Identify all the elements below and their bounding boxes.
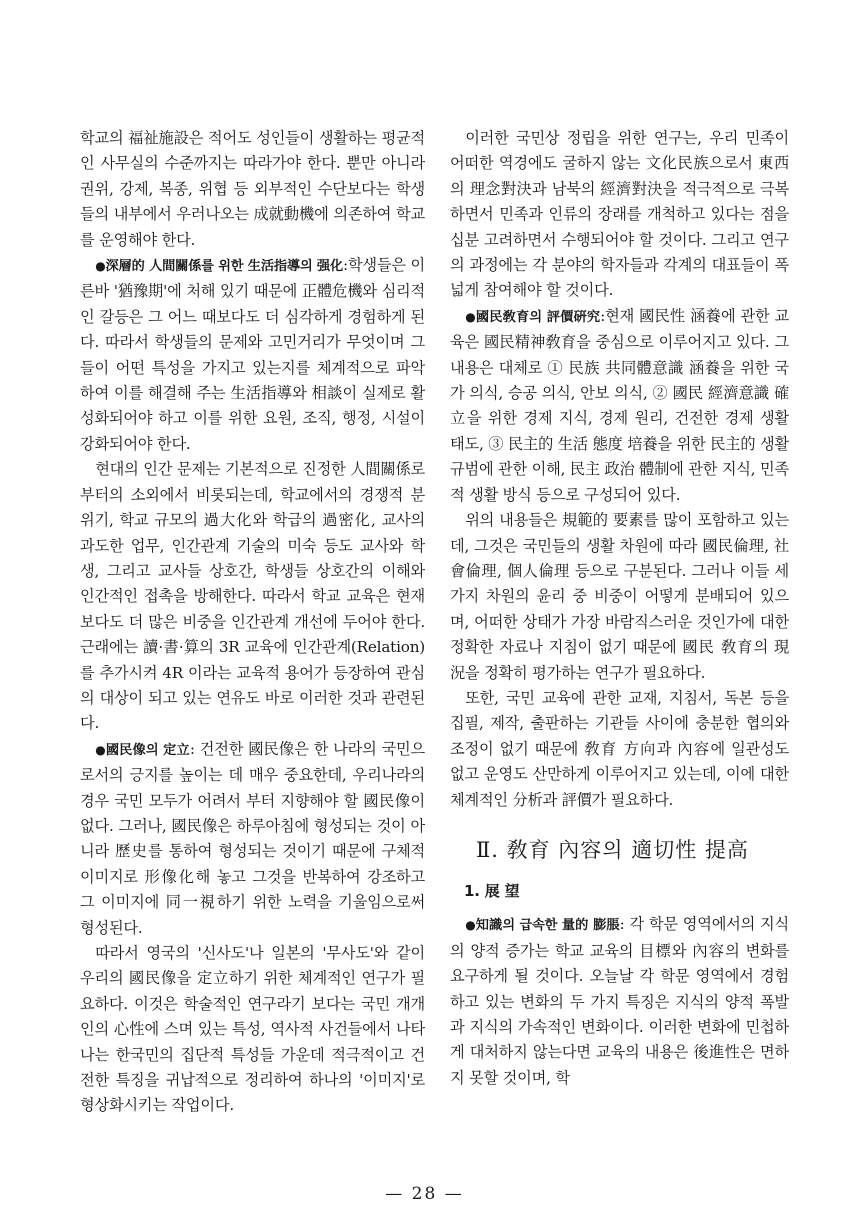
paragraph-body: :현재 國民性 涵養에 관한 교육은 國民精神敎育을 중심으로 이루어지고 있다. 그 내용은 대체로 ① 民族 共同體意識 涵養을 위한 국가 의식, 승공 의식, 안보 의식, ② 國民 經濟意識 確立을 위한 경제 지식, 경제 원리, 건전한 경제 생활 태도, ③ 民主的 生活 態度 培養을 위한 民主的 생활 규범에 관한 이해, 民主 政治 體制에 관한 지식, 민족적 생활 방식 등으로 구성되어 있다. bbox=[450, 306, 789, 504]
paragraph: 이러한 국민상 정립을 위한 연구는, 우리 민족이 어떠한 역경에도 굴하지 않는 文化民族으로서 東西의 理念對決과 남북의 經濟對決을 적극적으로 극복하면서 민족과 인류의 장래를 개척하고 있다는 점을 십분 고려하면서 수행되어야 할 것이다. 그리고 연구의 과정에는 각 분야의 학자들과 각계의 대표들이 폭넓게 참여해야 할 것이다. bbox=[450, 129, 789, 300]
paragraph: 따라서 영국의 '신사도'나 일본의 '무사도'와 같이 우리의 國民像을 定立하기 위한 체계적인 연구가 필요하다. 이것은 학술적인 연구라기 보다는 국민 개개인의 心性에 스며 있는 특성, 역사적 사건들에서 나타나는 한국민의 집단적 특성들 가운데 적극적이고 건전한 특징을 귀납적으로 정리하여 하나의 '이미지'로 형상화시키는 작업이다. bbox=[80, 944, 425, 1115]
paragraph: 학교의 福祉施設은 적어도 성인들이 생활하는 평균적인 사무실의 수준까지는 따라가야 한다. 뿐만 아니라 권위, 강제, 복종, 위협 등 외부적인 수단보다는 학생들의 내부에서 우러나오는 成就動機에 의존하여 학교를 운영해야 한다. bbox=[80, 129, 425, 249]
paragraph: 위의 내용들은 規範的 要素를 많이 포함하고 있는데, 그것은 국민들의 생활 차원에 따라 國民倫理, 社會倫理, 個人倫理 등으로 구분된다. 그러나 이들 세 가지 차원의 윤리 중 비중이 어떻게 분배되어 있으며, 어떠한 상태가 가장 바람직스러운 것인가에 대한 정확한 자료나 지침이 없기 때문에 國民 敎育의 現況을 정확히 평가하는 연구가 필요하다. bbox=[450, 511, 789, 682]
page-number: — 28 — bbox=[385, 1184, 464, 1204]
paragraph-national-image bbox=[80, 737, 425, 941]
paragraph-body: : 건전한 國民像은 한 나라의 국민으로서의 긍지를 높이는 데 매우 중요한데, 우리나라의 경우 국민 모두가 어려서 부터 지향해야 할 國民像이 없다. 그러나, 國民像은 하루아침에 형성되는 것이 아니라 歷史를 통하여 형성되는 것이기 때문에 구체적 이미지로 形像化해 놓고 그것을 반복하여 강조하고 그 이미지에 同一視하기 위한 노력을 기울임으로써 형성된다. bbox=[80, 739, 425, 937]
bullet-icon: ● bbox=[465, 309, 476, 324]
paragraph-heading: 國民敎育의 評價硏究 bbox=[475, 309, 601, 325]
paragraph-education-evaluation bbox=[450, 304, 789, 508]
paragraph-heading: 深層的 人間關係를 위한 生活指導의 强化 bbox=[105, 259, 344, 275]
section-title: Ⅱ. 敎育 內容의 適切性 提高 bbox=[476, 837, 749, 862]
paragraph-body: : 각 학문 영역에서의 지식의 양적 증가는 학교 교육의 目標와 內容의 변화를 요구하게 될 것이다. 오늘날 각 학문 영역에서 경험하고 있는 변화의 두 가지 특징은 지식의 양적 폭발과 지식의 가속적인 변화이다. 이러한 변화에 민첩하게 대처하지 않는다면 교육의 내용은 後進性은 면하지 못할 것이며, 학 bbox=[450, 915, 789, 1087]
paragraph: 또한, 국민 교육에 관한 교재, 지침서, 독본 등을 집필, 제작, 출판하는 기관들 사이에 충분한 협의와 조정이 없기 때문에 敎育 方向과 內容에 일관성도 없고 운영도 산만하게 이루어지고 있는데, 이에 대한 체계적인 分析과 評價가 필요하다. bbox=[450, 688, 789, 809]
subsection-title: 1. 展 望 bbox=[464, 881, 520, 900]
bullet-icon: ● bbox=[95, 259, 106, 274]
paragraph-body: :학생들은 이른바 '猶豫期'에 처해 있기 때문에 正體危機와 심리적인 갈등은 그 어느 때보다도 더 심각하게 경험하게 된다. 따라서 학생들의 문제와 고민거리가 무엇이며 그들이 어떤 특성을 가지고 있는지를 체계적으로 파악하여 이를 해결해 주는 生活指導와 相談이 실제로 활성화되어야 하고 이를 위한 요원, 조직, 행정, 시설이 강화되어야 한다. bbox=[80, 256, 425, 453]
paragraph-heading: 國民像의 定立 bbox=[105, 742, 190, 758]
paragraph-deep-human-relations bbox=[80, 253, 425, 457]
paragraph-heading: 知識의 급속한 量的 膨脹 bbox=[475, 918, 620, 934]
bullet-icon: ● bbox=[95, 742, 106, 757]
paragraph: 현대의 인간 문제는 기본적으로 진정한 人間關係로부터의 소외에서 비롯되는데, 학교에서의 경쟁적 분위기, 학교 규모의 過大化와 학급의 過密化, 교사의 과도한 업무, 인간관계 기술의 미숙 등도 교사와 학생, 그리고 교사들 상호간, 학생들 상호간의 이해와 인간적인 접촉을 방해한다. 따라서 학교 교육은 현재보다도 더 많은 비중을 인간관계 개선에 두어야 한다. 근래에는 讀·書·算의 3R 교육에 인간관계(Relation)를 추가시켜 4R 이라는 교육적 용어가 등장하여 관심의 대상이 되고 있는 연유도 바로 이러한 것과 관련된다. bbox=[80, 460, 425, 733]
left-column bbox=[80, 126, 425, 1119]
bullet-icon: ● bbox=[465, 918, 476, 933]
right-column bbox=[450, 126, 789, 1091]
paragraph-knowledge-expansion bbox=[450, 912, 789, 1091]
